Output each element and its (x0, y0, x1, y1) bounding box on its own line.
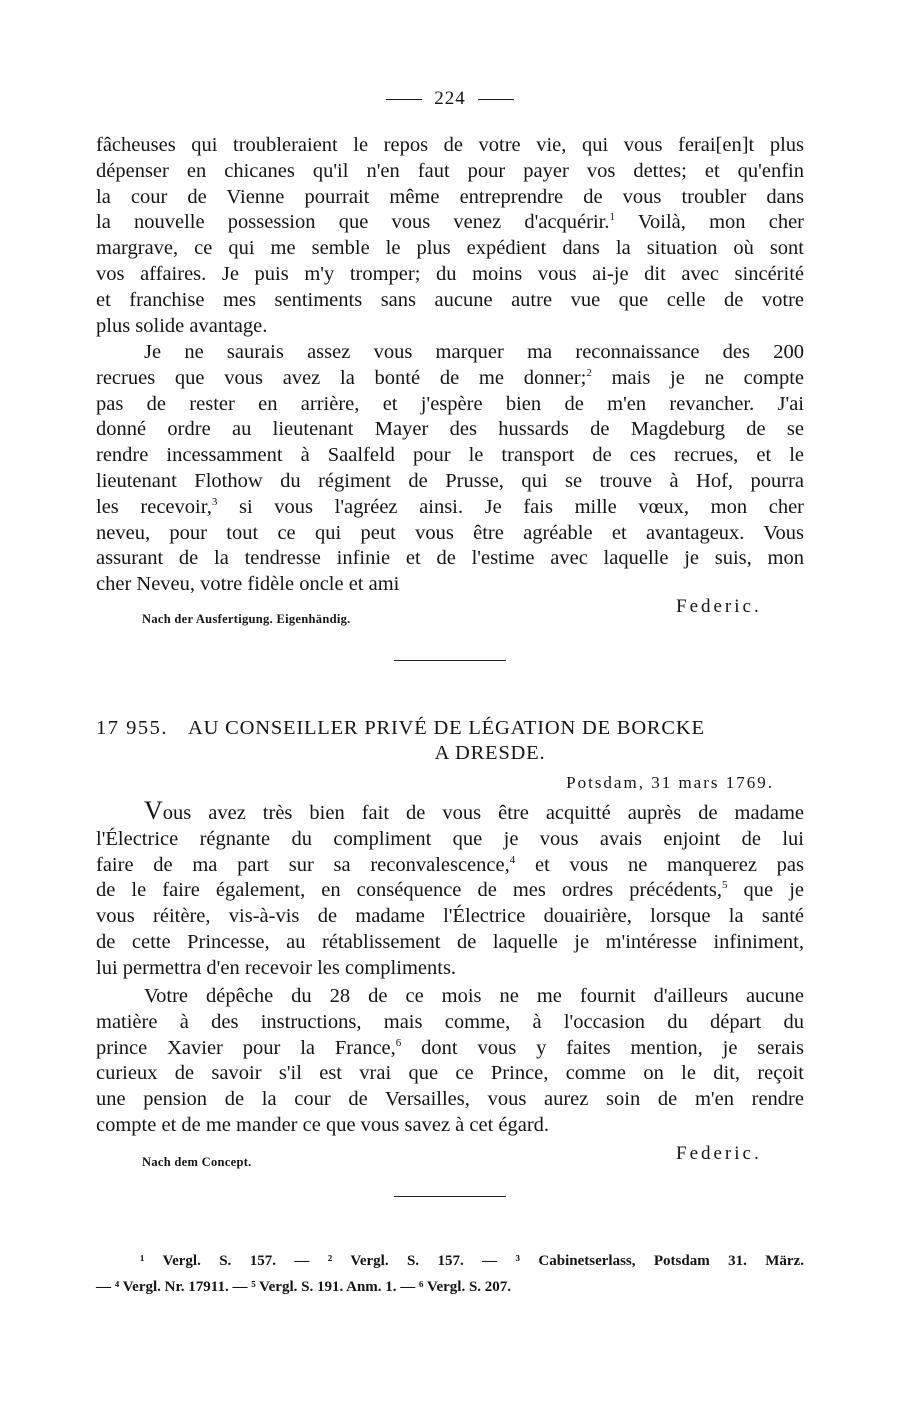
text-fragment: mais je ne compte (611, 366, 805, 389)
text-fragment: Voilà, mon cher (637, 211, 805, 234)
text-line: pas de rester en arrière, et j'espère bien de m'en revancher. J'ai (96, 392, 804, 415)
letter1-source-note: Nach der Ausfertigung. Eigenhändig. (142, 612, 351, 626)
letter-number: 17 955. (96, 717, 168, 739)
text-line: compte et de me mander ce que vous savez à cet égard. (96, 1113, 550, 1136)
text-line (96, 1036, 804, 1062)
text-line (96, 210, 804, 236)
footnotes (96, 1248, 804, 1300)
text-line (96, 878, 804, 904)
text-line: matière à des instructions, mais comme, à l'occasion du départ du (96, 1010, 804, 1033)
text-line: donné ordre au lieutenant Mayer des hussards de Magdeburg de se (96, 418, 804, 441)
text-line: vos affaires. Je puis m'y tromper; du moins vous ai-je dit avec sincérité (96, 262, 804, 285)
text-line: dépenser en chicanes qu'il n'en faut pour payer vos dettes; et qu'enfin (96, 159, 804, 182)
text-fragment: que je (743, 879, 804, 902)
text-line (96, 366, 804, 392)
letter2-paragraph-2 (96, 984, 804, 1139)
letter-title-line2: A DRESDE. (434, 742, 546, 764)
text-line: l'Électrice régnante du compliment que je vous avais enjoint de lui (96, 827, 804, 850)
text-line (96, 853, 804, 879)
text-line: curieux de savoir s'il est vrai que ce Prince, comme on le dit, reçoit (96, 1062, 804, 1085)
text-line: cher Neveu, votre fidèle oncle et ami (96, 573, 400, 596)
text-line: neveu, pour tout ce qui peut vous être agréable et avantageux. Vous (96, 521, 804, 544)
text-line (96, 495, 804, 521)
text-line: lui permettra d'en recevoir les compliments. (96, 956, 457, 979)
text-line: Je ne saurais assez vous marquer ma reconnaissance des 200 (144, 341, 804, 363)
footnote-ref: 5 (721, 879, 728, 892)
initial-letter: V (144, 796, 163, 825)
footnote-line: — ⁴ Vergl. Nr. 17911. — ⁵ Vergl. S. 191. Anm. 1. — ⁶ Vergl. S. 207. (96, 1279, 512, 1295)
header-dash-left (386, 99, 422, 100)
footnote-ref: 3 (211, 495, 218, 508)
text-fragment: la nouvelle possession que vous venez d'acquérir. (96, 211, 610, 234)
text-line: lieutenant Flothow du régiment de Prusse, qui se trouve à Hof, pourra (96, 469, 804, 492)
letter1-signature: Federic. (676, 596, 762, 617)
page-header (96, 88, 804, 110)
text-line (96, 798, 804, 827)
text-line: Votre dépêche du 28 de ce mois ne me fournit d'ailleurs aucune (144, 985, 804, 1007)
text-line: rendre incessamment à Saalfeld pour le transport de ces recrues, et le (96, 444, 804, 467)
text-fragment: ous avez très bien fait de vous être acquitté auprès de madame (162, 802, 804, 824)
footnote-ref: 1 (609, 211, 616, 224)
separator-rule (394, 660, 506, 661)
text-fragment: si vous l'agréez ainsi. Je fais mille vœux, mon cher (239, 495, 805, 518)
letter2-paragraph-1 (96, 798, 804, 982)
text-line: la cour de Vienne pourrait même entreprendre de vous troubler dans (96, 185, 804, 208)
text-line: margrave, ce qui me semble le plus expédient dans la situation où sont (96, 237, 804, 260)
letter2-signature: Federic. (676, 1143, 762, 1164)
text-line: fâcheuses qui troubleraient le repos de votre vie, qui vous ferai[en]t plus (96, 134, 804, 156)
text-line: assurant de la tendresse infinie et de l'estime avec laquelle je suis, mon (96, 547, 804, 570)
text-fragment: et vous ne manquerez pas (534, 853, 804, 876)
text-fragment: recrues que vous avez la bonté de me donner; (96, 366, 587, 389)
text-fragment: de le faire également, en conséquence de mes ordres précédents, (96, 879, 722, 902)
letter2-source-note: Nach dem Concept. (142, 1155, 252, 1169)
footnote-ref: 6 (395, 1036, 402, 1049)
header-dash-right (478, 99, 514, 100)
footnote-ref: 2 (586, 366, 592, 379)
text-line: vous réitère, vis-à-vis de madame l'Électrice douairière, lorsque la santé (96, 905, 804, 928)
letter-title-line1: AU CONSEILLER PRIVÉ DE LÉGATION DE BORCKE (188, 717, 705, 739)
text-line: une pension de la cour de Versailles, vous aurez soin de m'en rendre (96, 1088, 804, 1111)
text-fragment: prince Xavier pour la France, (96, 1036, 396, 1059)
letter1-paragraph-2 (96, 340, 804, 598)
text-line: plus solide avantage. (96, 314, 268, 337)
text-fragment: faire de ma part sur sa reconvalescence, (96, 853, 510, 876)
page-number: 224 (434, 88, 466, 109)
text-fragment: dont vous y faites mention, je serais (421, 1036, 804, 1059)
letter2-dateline: Potsdam, 31 mars 1769. (566, 773, 774, 792)
footnote-line: ¹ Vergl. S. 157. — ² Vergl. S. 157. — ³ Cabinetserlass, Potsdam 31. März. (140, 1253, 804, 1269)
footnote-ref: 4 (509, 853, 516, 866)
text-fragment: les recevoir, (96, 495, 212, 518)
letter1-paragraph-1 (96, 133, 804, 339)
separator-rule (394, 1196, 506, 1197)
text-line: de cette Princesse, au rétablissement de laquelle je m'intéresse infiniment, (96, 930, 804, 953)
text-line: et franchise mes sentiments sans aucune autre vue que celle de votre (96, 288, 804, 311)
